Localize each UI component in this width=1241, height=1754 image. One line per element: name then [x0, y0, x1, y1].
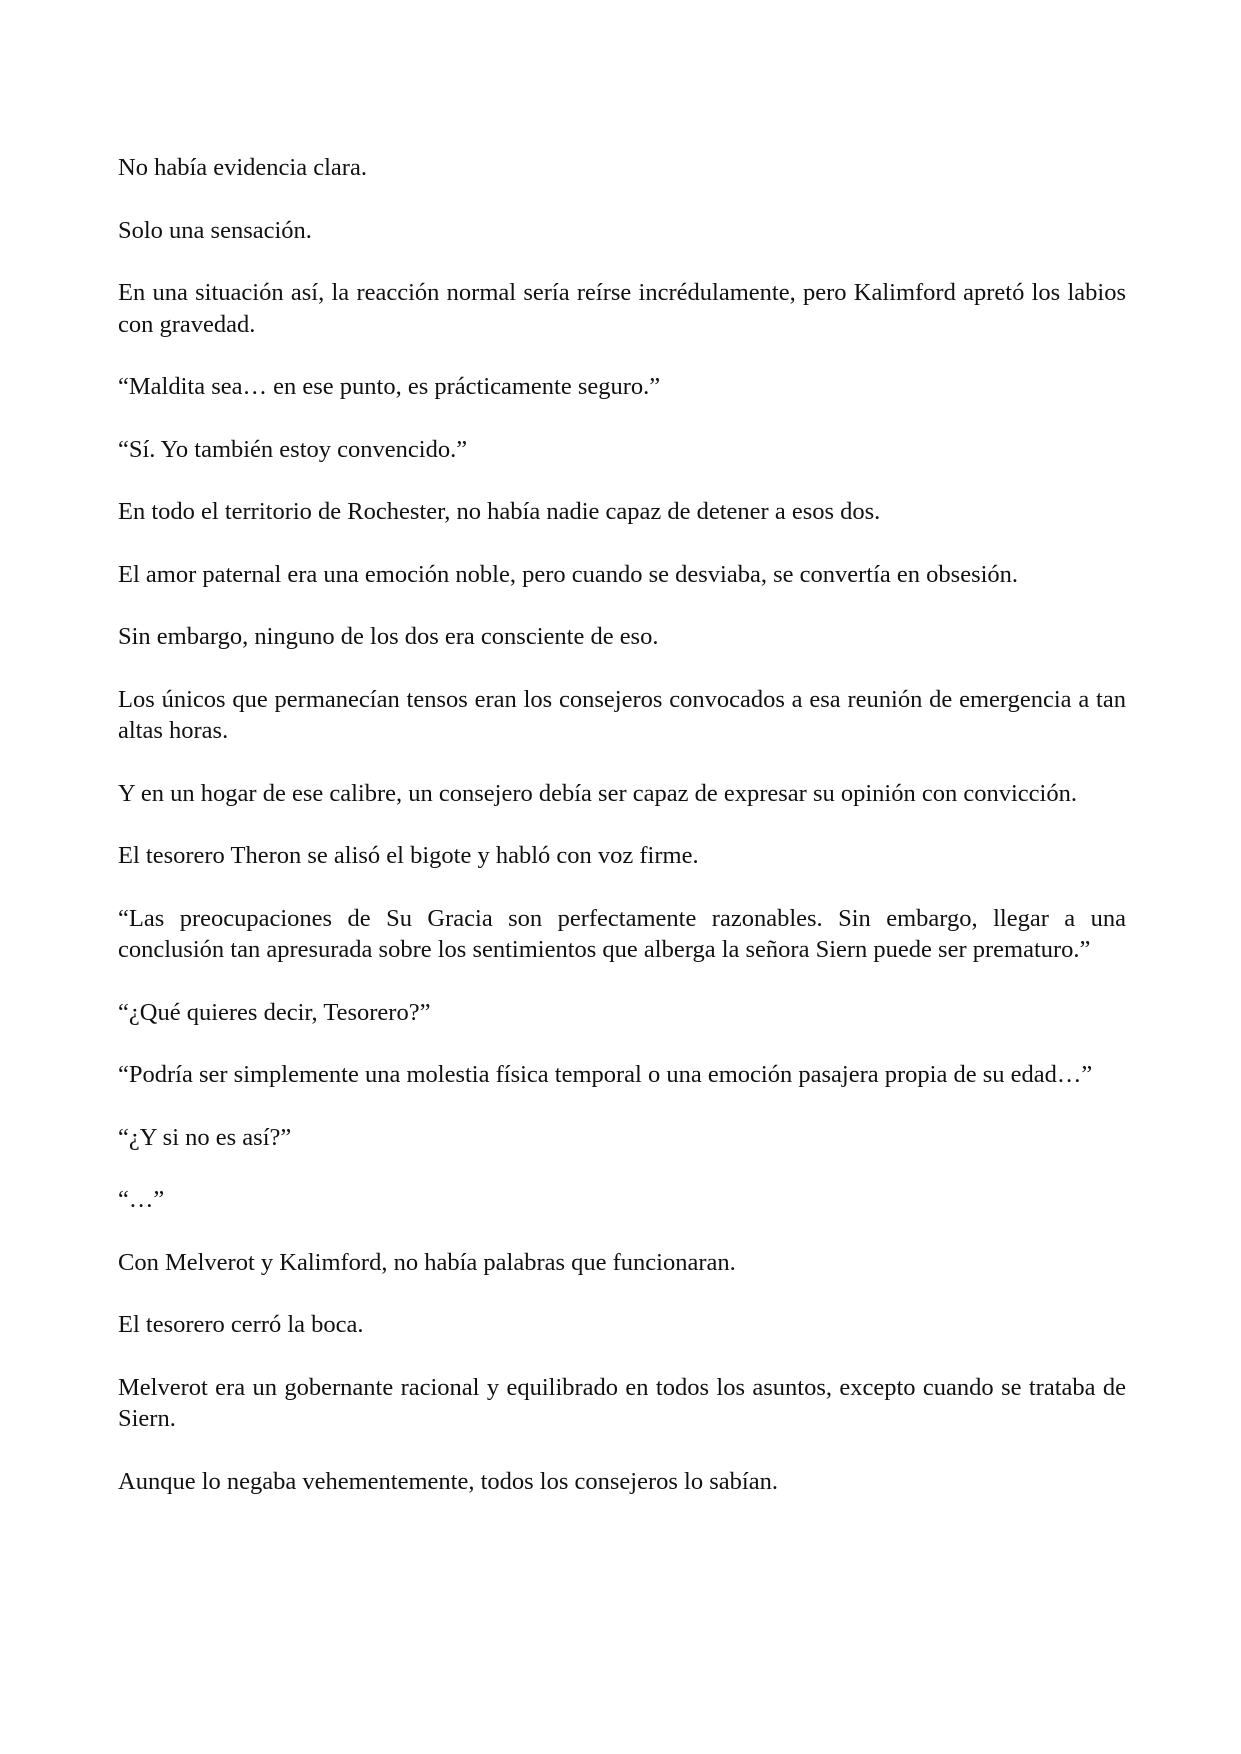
paragraph: “Sí. Yo también estoy convencido.” [118, 435, 468, 463]
paragraph: El tesorero Theron se alisó el bigote y habló con voz firme. [118, 842, 699, 869]
paragraph: “Podría ser simplemente una molestia física temporal o una emoción pasajera propia de su edad…” [118, 1061, 1093, 1088]
paragraph: El tesorero cerró la boca. [118, 1311, 364, 1338]
paragraph: Con Melverot y Kalimford, no había palabras que funcionaran. [118, 1248, 736, 1276]
paragraph: Aunque lo negaba vehementemente, todos los consejeros lo sabían. [118, 1467, 778, 1495]
paragraph: “¿Y si no es así?” [118, 1123, 292, 1151]
paragraph: En una situación así, la reacción normal sería reírse incrédulamente, pero Kalimford apretó los labios con gravedad. [118, 279, 1126, 338]
paragraph: Los únicos que permanecían tensos eran los consejeros convocados a esa reunión de emergencia a tan altas horas. [118, 685, 1126, 744]
paragraph: Melverot era un gobernante racional y equilibrado en todos los asuntos, excepto cuando se trataba de Siern. [118, 1373, 1126, 1432]
paragraph: El amor paternal era una emoción noble, pero cuando se desviaba, se convertía en obsesión. [118, 560, 1019, 588]
paragraph: “Maldita sea… en ese punto, es prácticamente seguro.” [118, 373, 661, 400]
paragraph: Y en un hogar de ese calibre, un consejero debía ser capaz de expresar su opinión con convicción. [118, 779, 1077, 807]
paragraph: No había evidencia clara. [118, 154, 367, 181]
paragraph: “¿Qué quieres decir, Tesorero?” [118, 998, 431, 1026]
paragraph: Sin embargo, ninguno de los dos era consciente de eso. [118, 623, 659, 650]
paragraph: “Las preocupaciones de Su Gracia son perfectamente razonables. Sin embargo, llegar a una conclusión tan apresurada sobre los sentimientos que alberga la señora Siern puede ser prematuro.” [118, 904, 1126, 963]
paragraph: Solo una sensación. [118, 216, 312, 244]
document-body [118, 152, 1126, 1497]
paragraph: “…” [118, 1186, 165, 1213]
paragraph: En todo el territorio de Rochester, no había nadie capaz de detener a esos dos. [118, 498, 881, 525]
